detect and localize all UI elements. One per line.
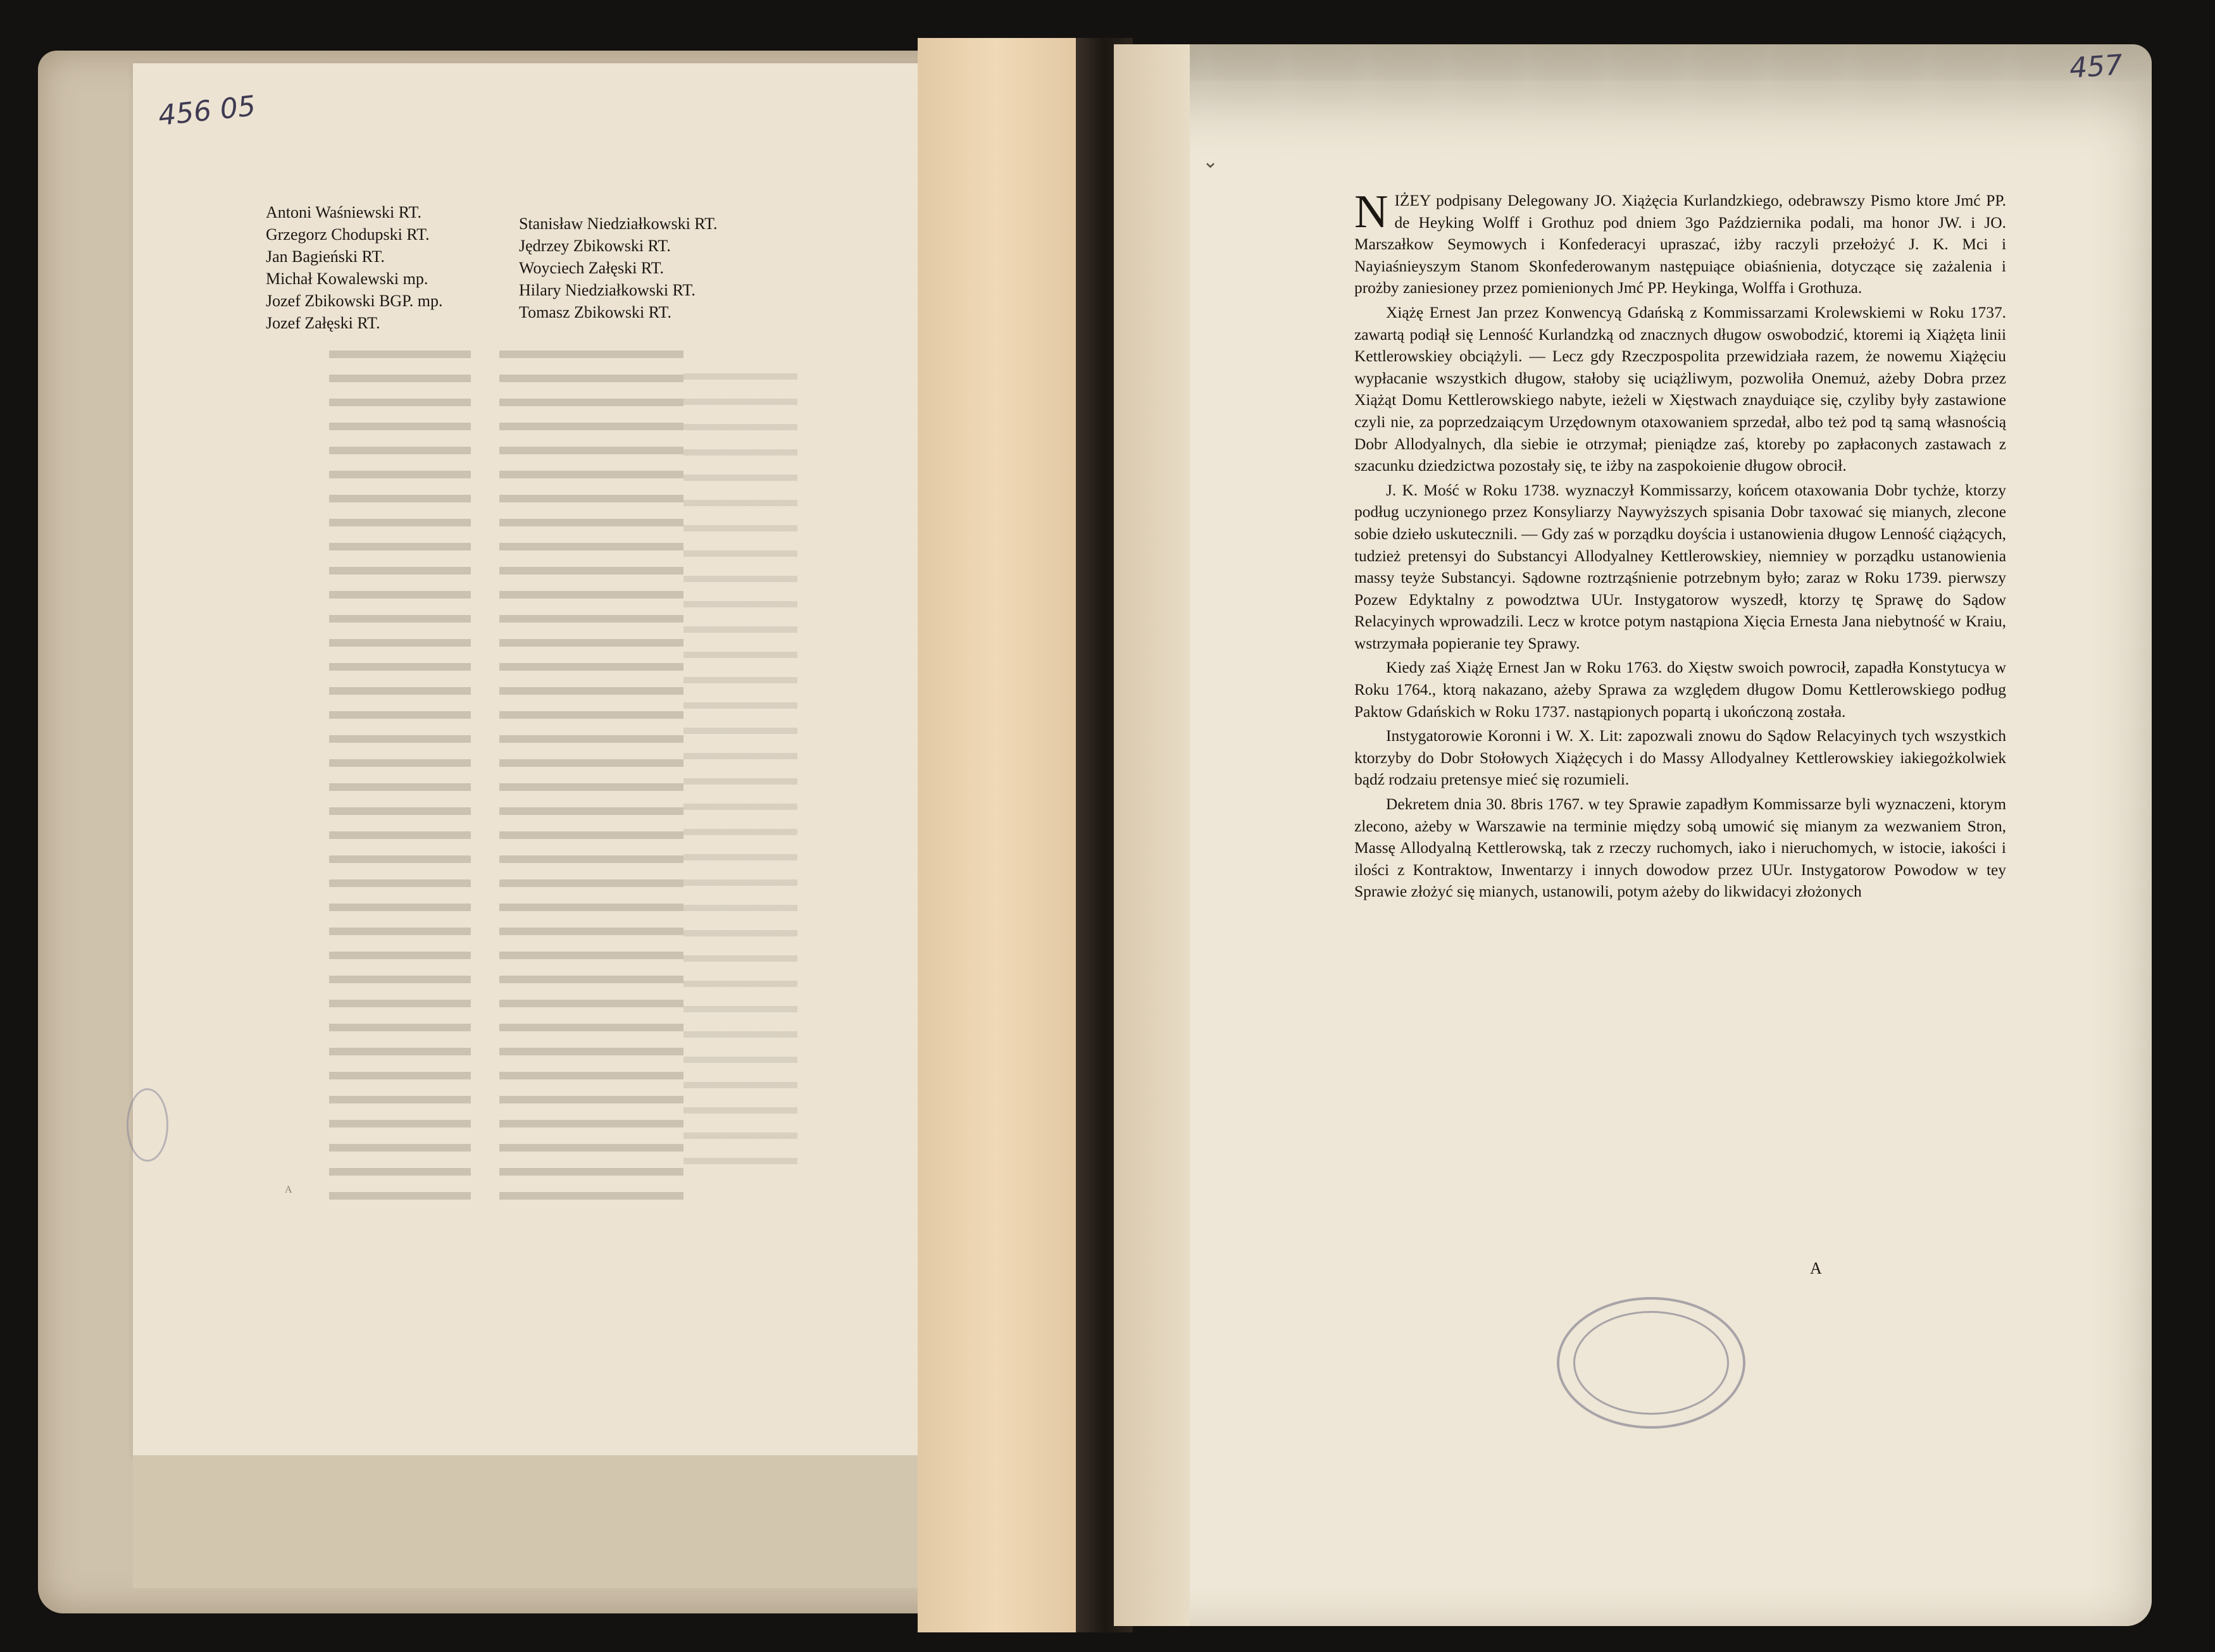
paragraph: Instygatorowie Koronni i W. X. Lit: zapozwali znowu do Sądow Relacyinych tych wszystkich ktorzyby do Dobr Stołowych Xiążęcych i do Massy Allodyalney Kettlerowskiey iakiegożkolwiek bądź rodzaiu pretensye mieć się rozumieli. bbox=[1354, 727, 2006, 789]
paragraph: NIŻEY podpisany Delegowany JO. Xiążęcia Kurlandzkiego, odebrawszy Pismo ktore Jmć PP. de Heyking Wolff i Grothuz pod dniem 3go Października podali, ma honor JW. i JO. Marszałkow Seymowych i Konfederacyi upraszać, iżby raczyli przełożyć J. K. Mci i Nayiaśnieyszym Stanom Skonfederowanym następuiące obiaśnienia, dotyczące się zażalenia i prożby zaniesioney przez pomienionych Jmć PP. Heykinga, Wolffa i Grothuza. bbox=[1354, 186, 2006, 297]
signature-line: Jozef Załęski RT. bbox=[266, 314, 380, 332]
library-stamp-left bbox=[127, 1088, 168, 1162]
signature-column-2 bbox=[519, 213, 718, 323]
signature-column-1 bbox=[266, 201, 443, 334]
paragraph: J. K. Mość w Roku 1738. wyznaczył Kommissarzy, końcem otaxowania Dobr tychże, ktorzy podług uczynionego przez Konsyliarzy Naywyższych spisania Dobr taxować się mianych, zlecone sobie dzieło uskutecznili. — Gdy zaś w porządku doyścia i ustanowienia długow Lenność ciążących, tudzież pretensyi do Substancyi Allodyalney Kettlerowskiey, niemniey w porządku ustanowienia massy teyże Substancyi. Sądowne roztrząśnienie potrzebnym było; zaraz w Roku 1739. pierwszy Pozew Edyktalny z powodztwa UUr. Instygatorow wyszedł, ktorzy tę Sprawę do Sądow Relacyinych wprowadzili. Lecz w krotce potym nastąpiona Xięcia Ernesta Jana niebytność w Kraiu, wstrzymała popieranie tey Sprawy. bbox=[1354, 481, 2006, 652]
right-page-inner-margin bbox=[1114, 44, 1190, 1626]
library-stamp bbox=[1557, 1297, 1745, 1429]
show-through-text bbox=[329, 342, 683, 1215]
signature-line: Jozef Zbikowski BGP. mp. bbox=[266, 292, 443, 310]
signature-line: Woyciech Załęski RT. bbox=[519, 259, 664, 277]
paragraph: Xiążę Ernest Jan przez Konwencyą Gdańską z Kommissarzami Krolewskiemi w Roku 1737. zawartą podiął się Lenność Kurlandzką od znacznych długow oswobodzić, ktoremi ią Xiążęta linii Kettlerowskiey obciążyli. — Lecz gdy Rzeczpospolita przewidziała razem, że nowemu Xiążęciu wypłacanie wszystkich długow, stałoby się uciążliwym, pozwoliła Onemuż, ażeby Dobra przez Xiążąt Domu Kettlerowskiego nabyte, ieżeli w Xięstwach znayduiące się, czyliby były zastawione czyli nie, za poprzedzaiącym Urzędownym otaxowaniem sprzedał, albo też pod tą samą własnością Dobr Allodyalnych, dla siebie ie otrzymał; pieniądze zaś, ktoreby po zapłaconych zastawach z szacunku dziedzictwa pozostały się, te iżby na zaspokoienie długow obrocił. bbox=[1354, 303, 2006, 475]
paragraph: Dekretem dnia 30. 8bris 1767. w tey Sprawie zapadłym Kommissarze byli wyznaczeni, ktorym zlecono, ażeby w Warszawie na terminie między sobą umowić się mianym za wezwaniem Stron, Massę Allodyalną Kettlerowską, tak z rzeczy ruchomych, iako i nieruchomych, w istocie, iakości i ilości z Kontraktow, Inwentarzy i innych dowodow przez UUr. Instygatorow Powodow w tey Sprawie złożyć się mianych, ustanowili, potym ażeby do likwidacyi złożonych bbox=[1354, 795, 2006, 901]
right-folio-number: 457 bbox=[2068, 49, 2124, 85]
show-through-text-secondary bbox=[683, 354, 797, 1177]
printer-signature-mark: A bbox=[1810, 1259, 1822, 1277]
signature-line: Antoni Waśniewski RT. bbox=[266, 203, 421, 221]
signature-line: Jan Bagieński RT. bbox=[266, 247, 385, 266]
drop-cap: N bbox=[1354, 186, 1388, 238]
page-corner-mark: ⌄ bbox=[1202, 151, 1219, 173]
signature-line: Tomasz Zbikowski RT. bbox=[519, 303, 671, 321]
paragraph: Kiedy zaś Xiążę Ernest Jan w Roku 1763. do Xięstw swoich powrocił, zapadła Konstytucya w Roku 1764., ktorą nakazano, ażeby Sprawa za względem długow Domu Kettlerowskiego podług Paktow Gdańskich w Roku 1737. nastąpionych popartą i ukończoną została. bbox=[1354, 659, 2006, 721]
signature-line: Stanisław Niedziałkowski RT. bbox=[519, 214, 718, 233]
left-folio-number: 456 05 bbox=[156, 90, 258, 132]
left-page-signature-mark: A bbox=[285, 1184, 292, 1195]
signature-line: Michał Kowalewski mp. bbox=[266, 270, 428, 288]
signature-line: Grzegorz Chodupski RT. bbox=[266, 225, 430, 244]
signature-line: Hilary Niedziałkowski RT. bbox=[519, 281, 696, 299]
signature-line: Jędrzey Zbikowski RT. bbox=[519, 237, 671, 255]
document-body bbox=[1354, 186, 2006, 905]
